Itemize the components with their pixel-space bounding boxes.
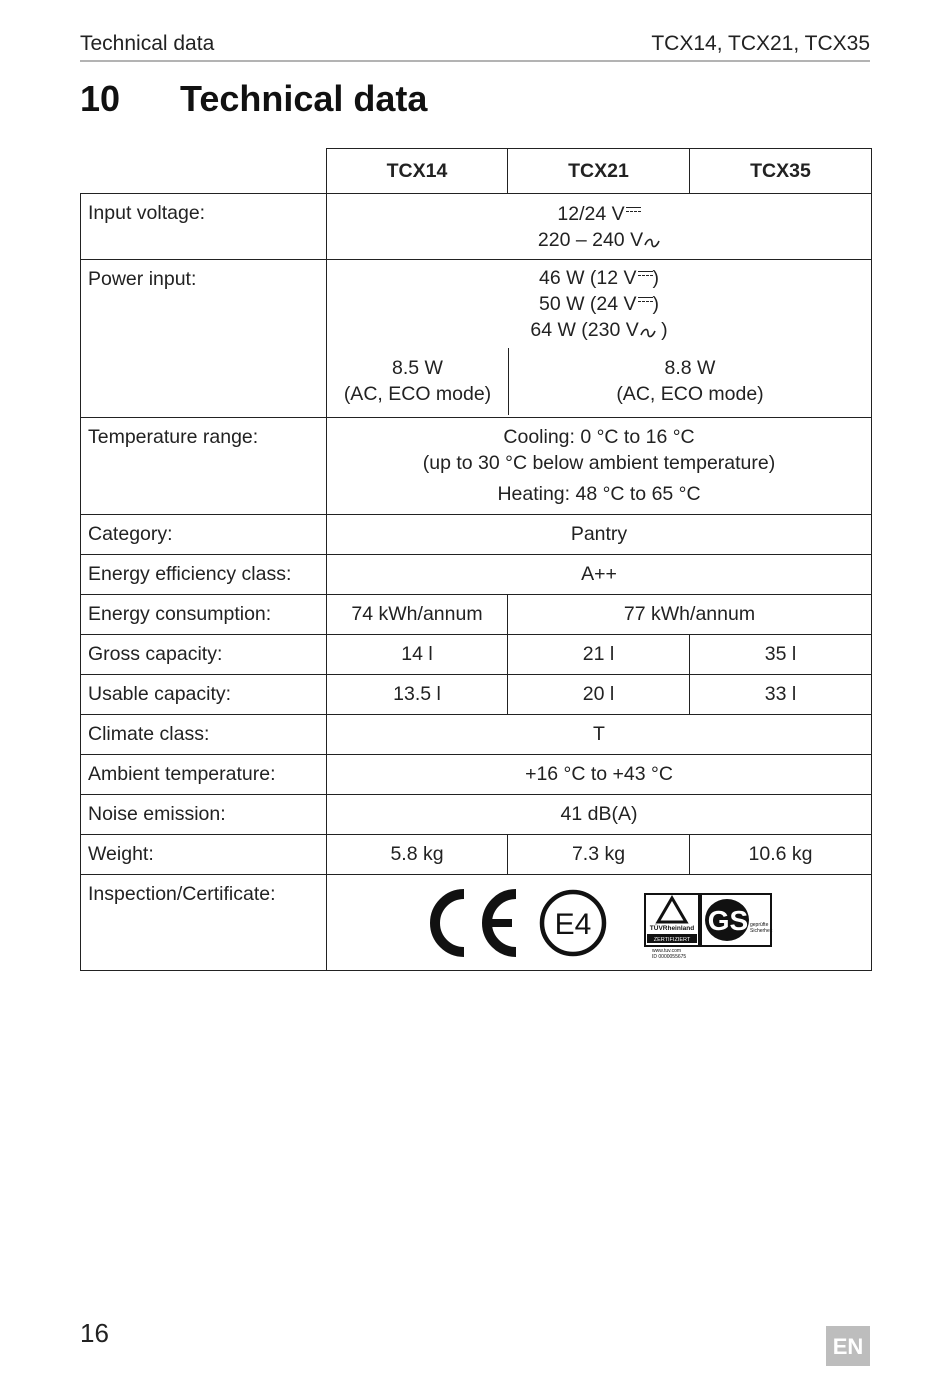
- table-row-climate-class: [81, 715, 872, 755]
- column-header-tcx14: TCX14: [327, 149, 508, 194]
- row-label: Weight:: [81, 835, 327, 875]
- row-label: Inspection/Certificate:: [81, 875, 327, 971]
- svg-text:geprüfte: geprüfte: [750, 921, 769, 928]
- ce-mark-icon: [424, 888, 524, 958]
- dc-symbol-icon: [638, 271, 653, 279]
- row-label: Category:: [81, 515, 327, 555]
- weight-tcx21: 7.3 kg: [508, 835, 690, 875]
- header-blank-cell: [81, 149, 327, 194]
- table-header-row: [81, 149, 872, 194]
- power-input-24v: 50 W (24 V ): [538, 293, 660, 315]
- table-row-noise-emission: [81, 795, 872, 835]
- column-header-tcx35: TCX35: [690, 149, 872, 194]
- table-row-category: [81, 515, 872, 555]
- tuv-gs-mark-icon: [644, 886, 774, 960]
- running-header-models: TCX14, TCX21, TCX35: [651, 32, 870, 55]
- temperature-heating: Heating: 48 °C to 65 °C: [497, 483, 701, 505]
- ac-symbol-icon: [640, 328, 656, 338]
- row-label: Climate class:: [81, 715, 327, 755]
- category-value: Pantry: [327, 515, 872, 555]
- table-row-gross-capacity: [81, 635, 872, 675]
- table-row-energy-consumption: [81, 595, 872, 635]
- technical-data-table: [80, 148, 872, 971]
- noise-emission-value: 41 dB(A): [327, 795, 872, 835]
- power-input-eco-tcx14: 8.5 W (AC, ECO mode): [327, 348, 509, 415]
- chapter-title: Technical data: [180, 78, 428, 119]
- usable-capacity-tcx35: 33 l: [690, 675, 872, 715]
- energy-consumption-tcx21-tcx35: 77 kWh/annum: [508, 595, 872, 635]
- column-header-tcx21: TCX21: [508, 149, 690, 194]
- gross-capacity-tcx14: 14 l: [327, 635, 508, 675]
- chapter-number: 10: [80, 78, 121, 119]
- svg-text:E4: E4: [554, 907, 592, 941]
- ambient-temperature-value: +16 °C to +43 °C: [327, 755, 872, 795]
- table-row-ambient-temperature: [81, 755, 872, 795]
- temperature-cooling-note: (up to 30 °C below ambient temperature): [422, 452, 776, 474]
- power-input-eco-tcx21-tcx35: 8.8 W (AC, ECO mode): [616, 357, 764, 405]
- row-label: Temperature range:: [81, 418, 327, 515]
- dc-symbol-icon: [638, 297, 653, 305]
- table-row-power-input: [81, 260, 872, 418]
- table-row-certificate: [81, 875, 872, 971]
- row-label: Input voltage:: [81, 194, 327, 260]
- gross-capacity-tcx35: 35 l: [690, 635, 872, 675]
- row-label: Power input:: [81, 260, 327, 418]
- usable-capacity-tcx14: 13.5 l: [327, 675, 508, 715]
- weight-tcx14: 5.8 kg: [327, 835, 508, 875]
- power-input-value: [327, 260, 872, 418]
- row-label: Ambient temperature:: [81, 755, 327, 795]
- table-row-input-voltage: [81, 194, 872, 260]
- chapter-heading: [80, 78, 427, 120]
- power-input-eco-split: [327, 348, 871, 415]
- energy-class-value: A++: [327, 555, 872, 595]
- power-input-12v: 46 W (12 V ): [538, 267, 660, 289]
- table-row-weight: [81, 835, 872, 875]
- dc-symbol-icon: [626, 207, 641, 215]
- weight-tcx35: 10.6 kg: [690, 835, 872, 875]
- input-voltage-dc: 12/24 V: [327, 201, 871, 227]
- svg-text:www.tuv.com: www.tuv.com: [652, 947, 682, 954]
- temperature-cooling: Cooling: 0 °C to 16 °C: [503, 426, 695, 448]
- table-row-energy-class: [81, 555, 872, 595]
- input-voltage-ac: 220 – 240 V: [327, 227, 871, 253]
- svg-text:ID 0000055675: ID 0000055675: [652, 953, 687, 960]
- table-row-temperature-range: [81, 418, 872, 515]
- power-input-230v: 64 W (230 V ): [530, 319, 668, 341]
- language-tab: EN: [826, 1326, 870, 1366]
- svg-text:ZERTIFIZIERT: ZERTIFIZIERT: [653, 936, 691, 943]
- row-label: Energy efficiency class:: [81, 555, 327, 595]
- certificate-logos: [327, 875, 871, 970]
- running-header: [80, 30, 870, 62]
- temperature-range-value: [327, 418, 872, 515]
- gross-capacity-tcx21: 21 l: [508, 635, 690, 675]
- svg-text:Sicherheit: Sicherheit: [750, 927, 773, 934]
- usable-capacity-tcx21: 20 l: [508, 675, 690, 715]
- running-header-section: Technical data: [80, 32, 215, 55]
- row-label: Noise emission:: [81, 795, 327, 835]
- e4-mark-icon: [538, 888, 608, 958]
- climate-class-value: T: [327, 715, 872, 755]
- row-label: Gross capacity:: [81, 635, 327, 675]
- page-number: 16: [80, 1318, 109, 1348]
- svg-text:GS: GS: [707, 904, 749, 936]
- row-label: Usable capacity:: [81, 675, 327, 715]
- row-label: Energy consumption:: [81, 595, 327, 635]
- input-voltage-value: [327, 194, 872, 260]
- svg-text:TÜVRheinland: TÜVRheinland: [649, 924, 695, 932]
- certificate-value: [327, 875, 872, 971]
- energy-consumption-tcx14: 74 kWh/annum: [327, 595, 508, 635]
- table-row-usable-capacity: [81, 675, 872, 715]
- ac-symbol-icon: [644, 238, 660, 248]
